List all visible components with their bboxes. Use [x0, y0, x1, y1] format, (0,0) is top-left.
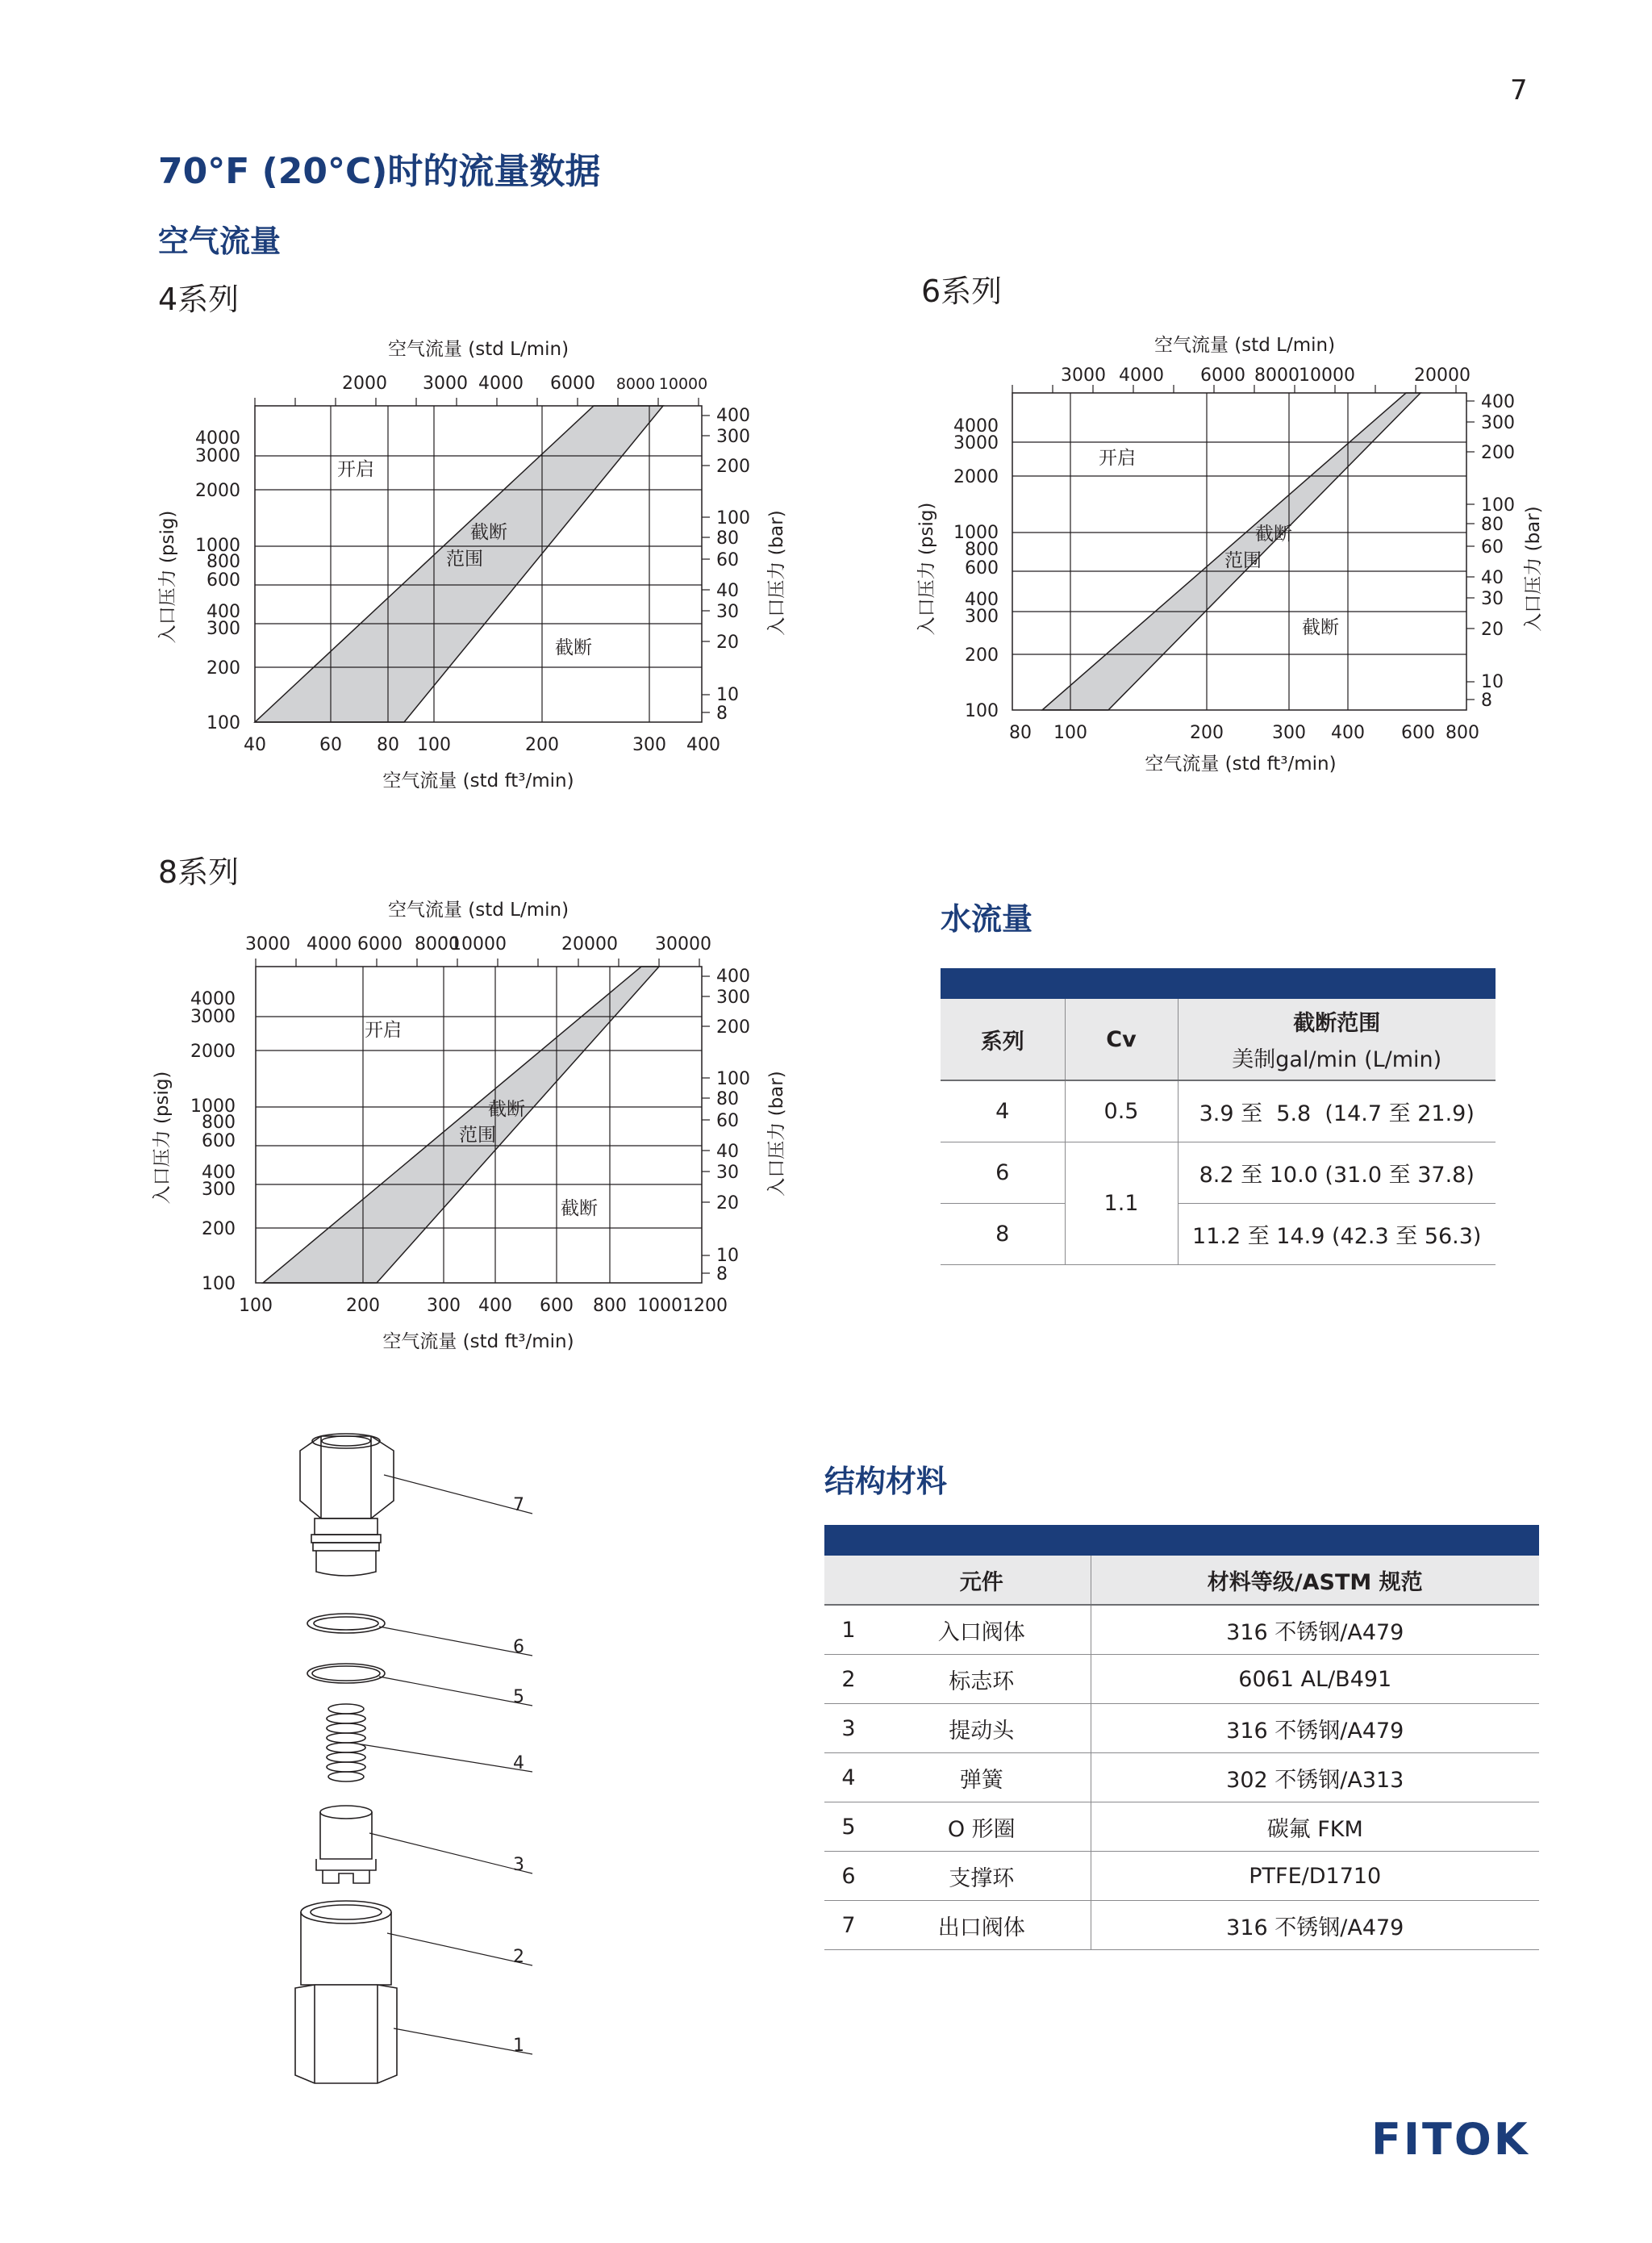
left-tick: 600 — [965, 558, 999, 579]
top-tick: 10000 — [450, 934, 507, 954]
left-tick: 3000 — [195, 446, 240, 466]
right-tick: 10 — [716, 685, 739, 705]
callout-number: 6 — [513, 1637, 524, 1657]
left-tick: 400 — [206, 602, 240, 622]
right-tick: 400 — [1481, 392, 1515, 412]
right-tick: 40 — [1481, 568, 1504, 588]
left-tick: 600 — [206, 570, 240, 591]
top-axis-title: 空气流量 (std L/min) — [1153, 335, 1336, 356]
bottom-tick: 200 — [1190, 723, 1224, 743]
cell-component: O 形圈 — [873, 1802, 1091, 1852]
right-tick: 60 — [1481, 537, 1504, 558]
right-tick: 200 — [1481, 443, 1515, 463]
materials-table — [824, 1525, 1539, 1950]
left-tick: 1000 — [953, 523, 999, 543]
right-tick: 20 — [716, 1193, 739, 1213]
right-tick: 100 — [1481, 495, 1515, 516]
water-flow-heading: 水流量 — [941, 901, 1033, 937]
left-tick: 2000 — [953, 467, 999, 487]
top-tick: 6000 — [550, 374, 595, 394]
bottom-tick: 200 — [525, 735, 559, 755]
table-row — [824, 1655, 1539, 1704]
table-row — [941, 1080, 1496, 1142]
left-tick: 200 — [965, 645, 999, 666]
right-tick: 400 — [716, 406, 750, 426]
cell-no: 7 — [824, 1901, 873, 1950]
left-tick: 4000 — [190, 989, 236, 1009]
bottom-tick: 200 — [346, 1296, 380, 1316]
bottom-tick: 100 — [239, 1296, 273, 1316]
materials-heading: 结构材料 — [824, 1464, 948, 1499]
right-axis-title: 入口压力 (bar) — [1523, 506, 1544, 632]
right-axis-ticks — [702, 976, 710, 1273]
right-tick: 200 — [716, 457, 750, 477]
left-tick: 200 — [206, 658, 240, 679]
callout-number: 2 — [513, 1947, 524, 1967]
fitok-logo: FITOK — [1371, 2114, 1530, 2165]
bottom-axis-title: 空气流量 (std ft³/min) — [382, 1331, 574, 1352]
bottom-tick: 800 — [1446, 723, 1479, 743]
right-tick: 30 — [716, 602, 739, 622]
chart-4-series-label: 4系列 — [158, 282, 240, 317]
right-tick: 40 — [716, 1142, 739, 1162]
page-title: 70°F (20°C)时的流量数据 — [158, 151, 601, 192]
cell-spec: 316 不锈钢/A479 — [1091, 1901, 1539, 1950]
right-tick: 100 — [716, 1069, 750, 1089]
right-tick: 8 — [716, 1264, 728, 1284]
region-open-label: 开启 — [365, 1020, 402, 1041]
left-tick: 4000 — [195, 428, 240, 449]
table-row — [824, 1901, 1539, 1950]
region-crack-label: 范围 — [459, 1125, 496, 1146]
right-tick: 20 — [1481, 620, 1504, 640]
col-header-no — [824, 1556, 873, 1605]
cell-no: 1 — [824, 1605, 873, 1655]
callout-number: 3 — [513, 1855, 524, 1875]
bottom-tick: 400 — [686, 735, 720, 755]
cell-component: 出口阀体 — [873, 1901, 1091, 1950]
cell-range: 8.2 至 10.0 (31.0 至 37.8) — [1178, 1142, 1496, 1204]
cell-no: 3 — [824, 1704, 873, 1753]
top-tick: 10000 — [1299, 365, 1355, 386]
chart-6-series-label: 6系列 — [921, 274, 1003, 309]
left-tick: 100 — [202, 1274, 236, 1294]
right-tick: 400 — [716, 967, 750, 987]
cell-series: 6 — [941, 1142, 1065, 1204]
region-crack-label: 截断 — [1255, 524, 1292, 545]
bottom-tick: 400 — [1331, 723, 1365, 743]
cell-component: 弹簧 — [873, 1753, 1091, 1802]
right-tick: 100 — [716, 508, 750, 528]
bottom-tick: 800 — [593, 1296, 627, 1316]
air-flow-chart-6-series — [902, 327, 1563, 795]
left-tick: 400 — [202, 1163, 236, 1183]
col-header-range — [1178, 999, 1496, 1080]
region-crack-label: 范围 — [446, 549, 483, 570]
left-tick: 600 — [202, 1131, 236, 1151]
right-axis-ticks — [1466, 401, 1475, 700]
left-tick: 400 — [965, 590, 999, 610]
exploded-view-diagram — [266, 1428, 557, 2106]
col-header-component: 元件 — [873, 1556, 1091, 1605]
table-row — [824, 1605, 1539, 1655]
cell-no: 4 — [824, 1753, 873, 1802]
callout-number: 5 — [513, 1687, 524, 1707]
right-tick: 60 — [716, 550, 739, 570]
top-tick: 3000 — [423, 374, 468, 394]
cell-component: 提动头 — [873, 1704, 1091, 1753]
cell-spec: 316 不锈钢/A479 — [1091, 1605, 1539, 1655]
cell-range: 11.2 至 14.9 (42.3 至 56.3) — [1178, 1204, 1496, 1265]
cell-component: 入口阀体 — [873, 1605, 1091, 1655]
left-tick: 300 — [206, 619, 240, 639]
bottom-tick: 1000 — [637, 1296, 682, 1316]
right-tick: 80 — [1481, 515, 1504, 535]
top-tick: 20000 — [561, 934, 618, 954]
table-row — [941, 1142, 1496, 1204]
bottom-tick: 100 — [417, 735, 451, 755]
cell-no: 5 — [824, 1802, 873, 1852]
top-axis-ticks — [255, 398, 699, 406]
air-flow-heading: 空气流量 — [158, 223, 282, 259]
left-tick: 300 — [965, 607, 999, 627]
water-flow-table — [941, 968, 1496, 1265]
callout-number: 1 — [513, 2036, 524, 2056]
top-tick: 20000 — [1414, 365, 1471, 386]
bottom-tick: 100 — [1053, 723, 1087, 743]
region-crack-label: 范围 — [1224, 550, 1262, 571]
air-flow-chart-4-series — [145, 335, 791, 803]
right-tick: 8 — [1481, 691, 1492, 711]
left-tick: 800 — [965, 540, 999, 560]
right-tick: 300 — [716, 427, 750, 447]
right-tick: 20 — [716, 633, 739, 653]
part-spring — [327, 1704, 365, 1781]
left-tick: 2000 — [190, 1042, 236, 1062]
bottom-axis-title: 空气流量 (std ft³/min) — [1145, 754, 1337, 775]
region-closed-label: 截断 — [561, 1198, 598, 1219]
right-tick: 80 — [716, 528, 739, 549]
top-tick: 3000 — [1061, 365, 1106, 386]
right-tick: 200 — [716, 1017, 750, 1038]
left-axis-title: 入口压力 (psig) — [157, 510, 178, 644]
left-tick: 800 — [202, 1113, 236, 1133]
left-tick: 300 — [202, 1180, 236, 1200]
left-tick: 3000 — [190, 1007, 236, 1027]
top-tick: 2000 — [342, 374, 387, 394]
table-header-bar — [941, 968, 1496, 999]
top-axis-title: 空气流量 (std L/min) — [387, 339, 569, 360]
right-tick: 300 — [716, 988, 750, 1008]
left-tick: 100 — [206, 713, 240, 733]
top-tick: 8000 — [415, 934, 460, 954]
bottom-tick: 80 — [377, 735, 399, 755]
table-row — [941, 1204, 1496, 1265]
bottom-tick: 1200 — [682, 1296, 728, 1316]
callout-number: 4 — [513, 1753, 524, 1773]
bottom-tick: 80 — [1009, 723, 1032, 743]
top-tick: 4000 — [1119, 365, 1164, 386]
left-tick: 200 — [202, 1219, 236, 1239]
right-tick: 30 — [1481, 589, 1504, 609]
bottom-tick: 600 — [1401, 723, 1435, 743]
right-tick: 10 — [716, 1246, 739, 1266]
region-closed-label: 截断 — [555, 637, 592, 658]
bottom-tick: 300 — [632, 735, 666, 755]
cell-cv: 0.5 — [1065, 1080, 1178, 1142]
cell-spec: 6061 AL/B491 — [1091, 1655, 1539, 1704]
cell-no: 6 — [824, 1852, 873, 1901]
top-axis-ticks — [256, 959, 699, 967]
top-tick: 8000 — [615, 375, 656, 393]
bottom-tick: 400 — [478, 1296, 512, 1316]
cell-spec: PTFE/D1710 — [1091, 1852, 1539, 1901]
page-number: 7 — [1510, 74, 1528, 107]
cell-series: 8 — [941, 1204, 1065, 1265]
region-open-label: 开启 — [1099, 448, 1136, 469]
cell-no: 2 — [824, 1655, 873, 1704]
left-axis-title: 入口压力 (psig) — [152, 1071, 173, 1205]
table-row — [824, 1852, 1539, 1901]
right-tick: 80 — [716, 1089, 739, 1109]
callout-lines — [361, 1475, 532, 2054]
right-axis-title: 入口压力 (bar) — [766, 510, 787, 636]
cell-component: 标志环 — [873, 1655, 1091, 1704]
col-header-cv: Cv — [1065, 999, 1178, 1080]
bottom-tick: 40 — [244, 735, 266, 755]
part-poppet — [316, 1806, 376, 1883]
top-tick: 4000 — [478, 374, 524, 394]
air-flow-chart-8-series — [145, 896, 791, 1364]
top-axis-ticks — [1012, 385, 1456, 393]
region-crack-label: 截断 — [470, 522, 507, 543]
col-header-series: 系列 — [941, 999, 1065, 1080]
right-tick: 60 — [716, 1111, 739, 1131]
callout-number: 7 — [513, 1495, 524, 1515]
col-header-range-unit: 美制gal/min (L/min) — [1232, 1047, 1442, 1072]
left-tick: 3000 — [953, 433, 999, 453]
left-tick: 1000 — [190, 1096, 236, 1117]
right-axis-ticks — [702, 416, 710, 712]
cell-spec: 碳氟 FKM — [1091, 1802, 1539, 1852]
col-header-range-label: 截断范围 — [1293, 1011, 1381, 1036]
bottom-tick: 60 — [319, 735, 342, 755]
table-row — [824, 1704, 1539, 1753]
part-marker-ring — [301, 1901, 391, 1985]
left-tick: 800 — [206, 552, 240, 572]
region-crack-label: 截断 — [488, 1099, 525, 1120]
bottom-tick: 300 — [1272, 723, 1306, 743]
region-open-label: 开启 — [337, 459, 374, 480]
table-row — [824, 1753, 1539, 1802]
part-inlet-body — [295, 1985, 397, 2083]
right-tick: 8 — [716, 704, 728, 724]
cell-range: 3.9 至 5.8 (14.7 至 21.9) — [1178, 1080, 1496, 1142]
top-tick: 3000 — [245, 934, 290, 954]
right-tick: 40 — [716, 581, 739, 601]
left-axis-title: 入口压力 (psig) — [916, 502, 937, 636]
bottom-tick: 300 — [427, 1296, 461, 1316]
top-tick: 6000 — [357, 934, 403, 954]
left-tick: 2000 — [195, 481, 240, 501]
top-tick: 4000 — [307, 934, 352, 954]
cell-component: 支撑环 — [873, 1852, 1091, 1901]
left-tick: 100 — [965, 701, 999, 721]
right-tick: 10 — [1481, 672, 1504, 692]
top-axis-title: 空气流量 (std L/min) — [387, 900, 569, 921]
left-tick: 1000 — [195, 536, 240, 556]
cell-spec: 302 不锈钢/A313 — [1091, 1753, 1539, 1802]
bottom-axis-title: 空气流量 (std ft³/min) — [382, 771, 574, 792]
table-row — [824, 1802, 1539, 1852]
top-tick: 10000 — [658, 375, 708, 393]
col-header-spec: 材料等级/ASTM 规范 — [1091, 1556, 1539, 1605]
table-header-bar — [824, 1525, 1539, 1556]
right-tick: 300 — [1481, 413, 1515, 433]
top-tick: 6000 — [1200, 365, 1245, 386]
top-tick: 8000 — [1254, 365, 1299, 386]
chart-8-series-label: 8系列 — [158, 854, 240, 890]
cell-spec: 316 不锈钢/A479 — [1091, 1704, 1539, 1753]
right-axis-title: 入口压力 (bar) — [766, 1071, 787, 1197]
region-closed-label: 截断 — [1302, 617, 1339, 638]
bottom-tick: 600 — [540, 1296, 574, 1316]
left-tick: 4000 — [953, 416, 999, 436]
cell-cv: 1.1 — [1065, 1142, 1178, 1265]
cell-series: 4 — [941, 1080, 1065, 1142]
right-tick: 30 — [716, 1163, 739, 1183]
top-tick: 30000 — [655, 934, 711, 954]
